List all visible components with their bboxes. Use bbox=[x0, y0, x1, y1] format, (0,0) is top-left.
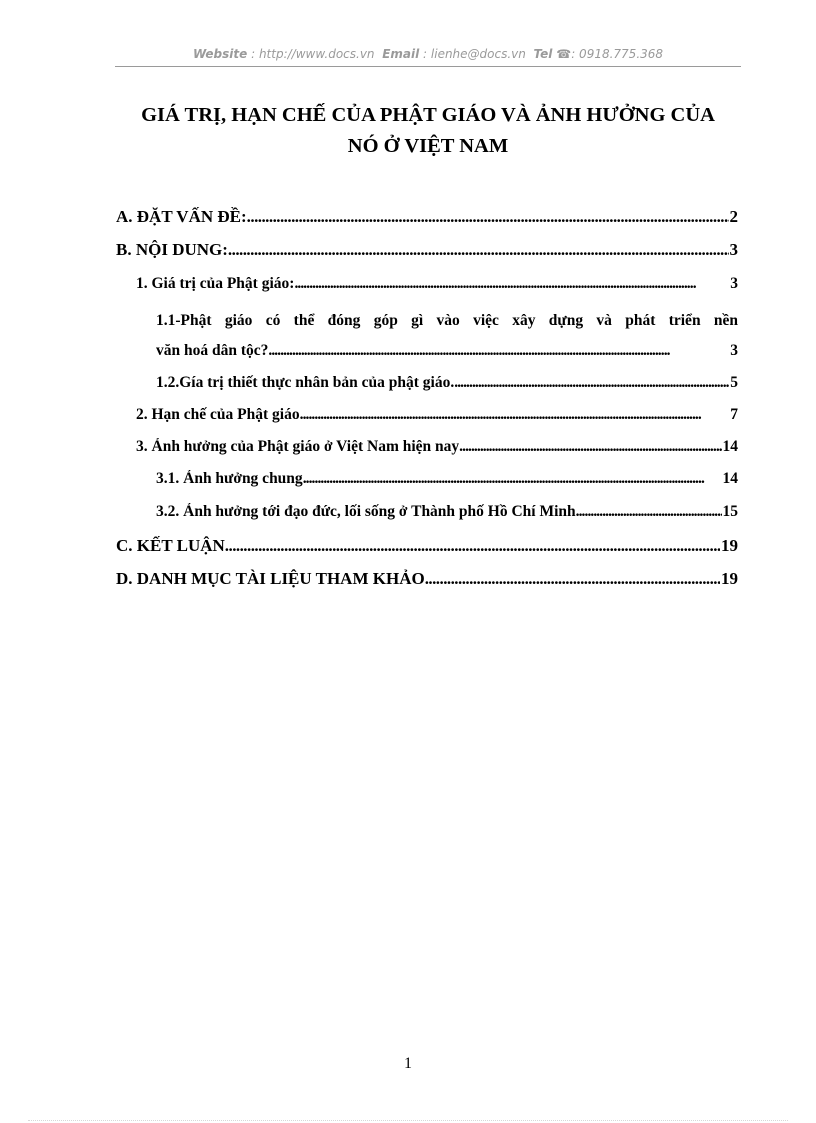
toc-page-number: 7 bbox=[730, 406, 738, 423]
toc-label: văn hoá dân tộc? bbox=[156, 342, 269, 359]
toc-label: 3.1. Ảnh hưởng chung bbox=[156, 470, 303, 487]
toc-entry-b[interactable] bbox=[116, 240, 738, 260]
page-bottom-border bbox=[28, 1120, 788, 1121]
toc-entry-2[interactable] bbox=[136, 406, 738, 424]
toc-label: 1.1-Phật giáo có thể đóng góp gì vào việc xây dựng và phát triển nền bbox=[156, 312, 738, 329]
website-label: Website bbox=[192, 47, 248, 61]
toc-leader-dots bbox=[294, 275, 729, 293]
toc-page-number: 2 bbox=[729, 207, 738, 226]
toc-label: C. KẾT LUẬN bbox=[116, 536, 225, 555]
header-divider bbox=[115, 66, 741, 67]
title-line-2: NÓ Ở VIỆT NAM bbox=[347, 135, 509, 157]
toc-page-number: 15 bbox=[722, 503, 738, 520]
toc-page-number: 19 bbox=[721, 536, 738, 555]
toc-page-number: 19 bbox=[721, 569, 738, 588]
toc-label: 3. Ảnh hưởng của Phật giáo ở Việt Nam hiện nay bbox=[136, 438, 460, 455]
toc-entry-3-2[interactable] bbox=[156, 503, 738, 521]
toc-label: A. ĐẶT VẤN ĐỀ: bbox=[116, 207, 247, 226]
toc-label: B. NỘI DUNG: bbox=[116, 240, 228, 259]
toc-leader-dots bbox=[268, 342, 729, 360]
toc-leader-dots bbox=[228, 240, 729, 260]
toc-leader-dots bbox=[454, 374, 729, 392]
toc-label: 2. Hạn chế của Phật giáo bbox=[136, 406, 300, 423]
toc-page-number: 3 bbox=[730, 275, 738, 292]
title-line-1: GIÁ TRỊ, HẠN CHẾ CỦA PHẬT GIÁO VÀ ẢNH HƯỞNG CỦA bbox=[141, 104, 715, 126]
toc-entry-1-1-line-1[interactable] bbox=[156, 312, 738, 330]
email-value: : lienhe@docs.vn bbox=[423, 47, 526, 61]
toc-entry-1-1[interactable] bbox=[156, 342, 738, 360]
toc-leader-dots bbox=[576, 503, 722, 521]
toc-page-number: 14 bbox=[722, 438, 738, 455]
toc-entry-c[interactable] bbox=[116, 536, 738, 556]
toc-label: 3.2. Ảnh hưởng tới đạo đức, lối sống ở Thành phố Hồ Chí Minh bbox=[156, 503, 576, 520]
toc-leader-dots bbox=[300, 406, 730, 424]
toc-page-number: 5 bbox=[730, 374, 738, 391]
toc-entry-d[interactable] bbox=[116, 569, 738, 589]
toc-entry-1-2[interactable] bbox=[156, 374, 738, 392]
toc-page-number: 14 bbox=[722, 470, 738, 487]
page-number: 1 bbox=[404, 1055, 412, 1072]
toc-leader-dots bbox=[225, 536, 720, 556]
toc-entry-1[interactable] bbox=[136, 275, 738, 293]
toc-entry-a[interactable] bbox=[116, 207, 738, 227]
toc-label: D. DANH MỤC TÀI LIỆU THAM KHẢO bbox=[116, 569, 425, 588]
toc-page-number: 3 bbox=[729, 240, 738, 259]
page-header bbox=[115, 47, 741, 61]
toc-leader-dots bbox=[459, 438, 721, 456]
phone-icon: ☎ bbox=[556, 47, 572, 61]
tel-label: Tel bbox=[533, 47, 553, 61]
toc-entry-3[interactable] bbox=[136, 438, 738, 456]
toc-entry-3-1[interactable] bbox=[156, 470, 738, 488]
document-title bbox=[100, 100, 756, 162]
email-label: Email bbox=[382, 47, 420, 61]
toc-leader-dots bbox=[303, 470, 722, 488]
toc-leader-dots bbox=[247, 207, 729, 227]
toc-label: 1. Giá trị của Phật giáo: bbox=[136, 275, 295, 292]
toc-leader-dots bbox=[425, 569, 720, 589]
toc-page-number: 3 bbox=[730, 342, 738, 359]
tel-value: : 0918.775.368 bbox=[571, 47, 664, 61]
toc-label: 1.2.Gía trị thiết thực nhân bản của phật giáo. bbox=[156, 374, 455, 391]
website-value: : http://www.docs.vn bbox=[251, 47, 375, 61]
